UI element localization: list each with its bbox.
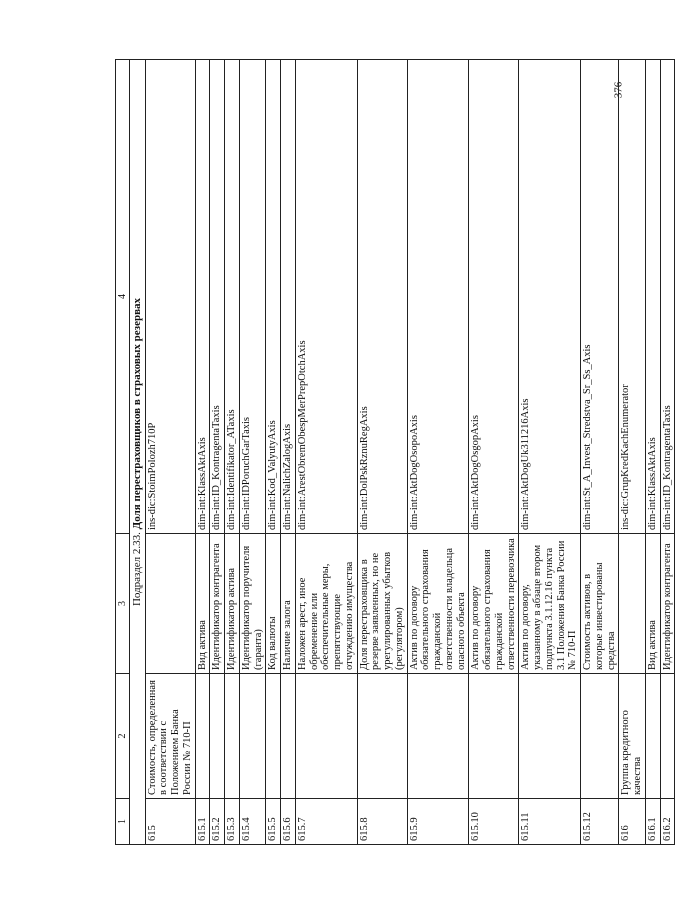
table-cell-c4: dim-int:ArestObremObespMerPrepOtchAxis: [295, 60, 357, 534]
table-cell-c1: 616.2: [660, 799, 675, 845]
table-cell-c3: Актив по договору обязательного страхования гражданской ответственности владельца опасного объекта: [407, 534, 469, 674]
table-cell-c1: 615.7: [295, 799, 357, 845]
table-cell-c3: Стоимость активов, в которые инвестированы средства: [581, 534, 619, 674]
table-cell-c4: dim-int:KlassAktAxis: [645, 60, 660, 534]
table-row: [225, 60, 240, 845]
table-cell-c1: 615: [145, 799, 195, 845]
table-cell-c2: [519, 674, 581, 799]
table-cell-c2: [469, 674, 519, 799]
table-cell-c3: Наличие залога: [281, 534, 296, 674]
table-cell-c4: dim-int:AktDogUk311216Axis: [519, 60, 581, 534]
table-cell-c3: Код валюты: [266, 534, 281, 674]
column-number: 2: [116, 674, 130, 799]
table-cell-c4: dim-int:ID_KontragentaTaxis: [210, 60, 225, 534]
table-row: [519, 60, 581, 845]
table-cell-c3: Актив по договору, указанному в абзаце втором подпункта 3.1.12.16 пункта 3.1 Положения Банка России № 710-П: [519, 534, 581, 674]
table-cell-c2: Группа кредитного качества: [619, 674, 646, 799]
section-row: [130, 60, 145, 845]
table-cell-c1: 615.6: [281, 799, 296, 845]
table-row: [469, 60, 519, 845]
table-cell-c2: [210, 674, 225, 799]
table-cell-c3: Идентификатор поручителя (гаранта): [239, 534, 266, 674]
section-title: Подраздел 2.33. Доля перестраховщиков в страховых резервах: [130, 60, 145, 845]
table-cell-c3: Идентификатор контрагента: [660, 534, 675, 674]
table-cell-c2: [295, 674, 357, 799]
table-row: [645, 60, 660, 845]
table-row: [619, 60, 646, 845]
table-cell-c1: 615.2: [210, 799, 225, 845]
table-cell-c3: Наложен арест, иное обременение или обеспечительные меры, препятствующие отчуждению имущества: [295, 534, 357, 674]
table-row: [281, 60, 296, 845]
table-row: [581, 60, 619, 845]
table-cell-c1: 615.11: [519, 799, 581, 845]
table-cell-c4: dim-int:Identifikator_ATaxis: [225, 60, 240, 534]
table-cell-c1: 616: [619, 799, 646, 845]
table-row: [239, 60, 266, 845]
table-cell-c4: dim-int:AktDogOsopoAxis: [407, 60, 469, 534]
table-cell-c4: dim-int:Kod_ValyutyAxis: [266, 60, 281, 534]
table-cell-c1: 615.4: [239, 799, 266, 845]
table-row: [357, 60, 407, 845]
table-cell-c2: [581, 674, 619, 799]
table-cell-c1: 615.12: [581, 799, 619, 845]
table-cell-c3: Вид актива: [195, 534, 210, 674]
table-cell-c3: Актив по договору обязательного страхования гражданской ответственности перевозчика: [469, 534, 519, 674]
table-cell-c2: Стоимость, определенная в соответствии с Положением Банка России № 710-П: [145, 674, 195, 799]
column-number-row: [116, 60, 130, 845]
table-cell-c4: dim-int:NalichZalogAxis: [281, 60, 296, 534]
table-row: [295, 60, 357, 845]
table-row: [407, 60, 469, 845]
table-cell-c2: [266, 674, 281, 799]
table-cell-c1: 616.1: [645, 799, 660, 845]
table-cell-c4: dim-int:DolPskRznuRegAxis: [357, 60, 407, 534]
table-cell-c3: [145, 534, 195, 674]
column-number: 1: [116, 799, 130, 845]
table-cell-c3: Идентификатор контрагента: [210, 534, 225, 674]
table-cell-c1: 615.3: [225, 799, 240, 845]
table-cell-c1: 615.9: [407, 799, 469, 845]
table-cell-c4: dim-int:ID_KontragentaTaxis: [660, 60, 675, 534]
table-cell-c2: [645, 674, 660, 799]
column-number: 4: [116, 60, 130, 534]
table-row: [210, 60, 225, 845]
table-cell-c1: 615.8: [357, 799, 407, 845]
table-cell-c3: Идентификатор актива: [225, 534, 240, 674]
table-cell-c4: ins-dic:GrupKredKachEnumerator: [619, 60, 646, 534]
table-cell-c2: [357, 674, 407, 799]
table-body: [145, 60, 675, 845]
table-cell-c4: dim-int:St_A_Invest_Stredstva_Sr_Ss_Axis: [581, 60, 619, 534]
table-cell-c2: [281, 674, 296, 799]
page-number: 376: [612, 81, 624, 99]
table-row: [195, 60, 210, 845]
column-number: 3: [116, 534, 130, 674]
table-cell-c1: 615.1: [195, 799, 210, 845]
table-cell-c1: 615.10: [469, 799, 519, 845]
table-cell-c2: [225, 674, 240, 799]
table-cell-c1: 615.5: [266, 799, 281, 845]
table-cell-c4: ins-dic:StoimPolozh710P: [145, 60, 195, 534]
table-cell-c4: dim-int:IDPoruchGarTaxis: [239, 60, 266, 534]
table-cell-c2: [195, 674, 210, 799]
table-cell-c3: [619, 534, 646, 674]
table-cell-c2: [660, 674, 675, 799]
table-cell-c2: [239, 674, 266, 799]
table-cell-c3: Доля перестраховщика в резерве заявленных, но не урегулированных убытков (регулятором): [357, 534, 407, 674]
table-row: [266, 60, 281, 845]
data-table: [115, 59, 675, 845]
table-cell-c2: [407, 674, 469, 799]
table-cell-c3: Вид актива: [645, 534, 660, 674]
table-row: [145, 60, 195, 845]
table-cell-c4: dim-int:KlassAktAxis: [195, 60, 210, 534]
table-row: [660, 60, 675, 845]
table-cell-c4: dim-int:AktDogOsgopAxis: [469, 60, 519, 534]
